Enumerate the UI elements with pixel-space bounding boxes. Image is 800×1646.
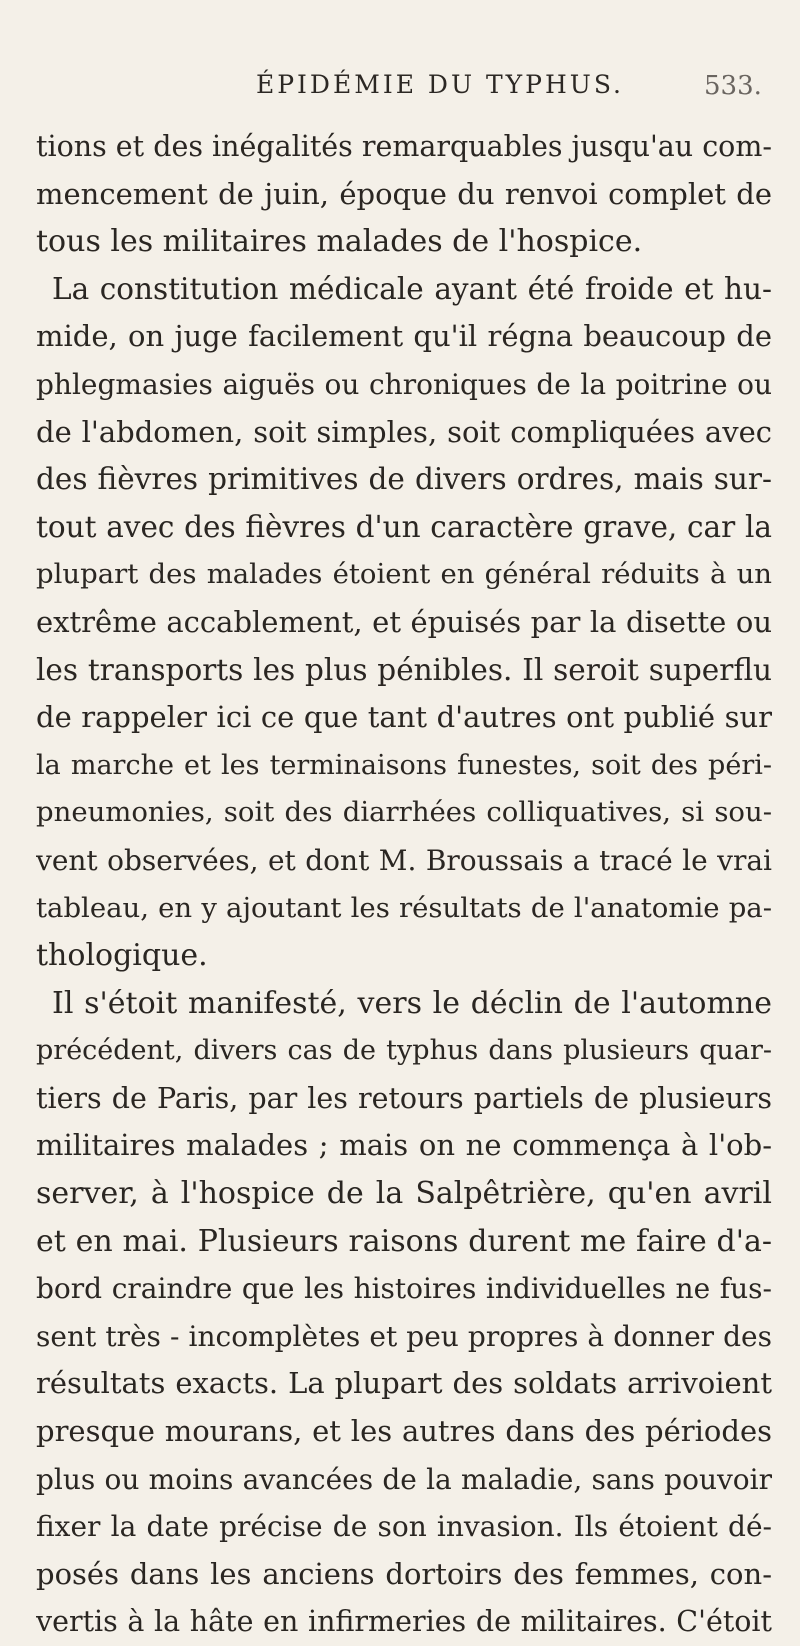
text-line: de l'abdomen, soit simples, soit compliquées avec bbox=[36, 414, 772, 449]
text-line: extrême accablement, et épuisés par la disette ou bbox=[36, 604, 772, 639]
text-line: Il s'étoit manifesté, vers le déclin de l'automne bbox=[52, 985, 772, 1021]
text-line: pneumonies, soit des diarrhées colliquatives, si sou- bbox=[36, 796, 772, 829]
text-line: de rappeler ici ce que tant d'autres ont publié sur bbox=[36, 700, 772, 735]
text-line: militaires malades ; mais on ne commença à l'ob- bbox=[36, 1128, 772, 1163]
text-line: plus ou moins avancées de la maladie, sans pouvoir bbox=[36, 1462, 772, 1496]
text-line: fixer la date précise de son invasion. Ils étoient dé- bbox=[36, 1510, 772, 1544]
running-title: ÉPIDÉMIE DU TYPHUS. bbox=[255, 70, 625, 99]
text-line: vent observées, et dont M. Broussais a tracé le vrai bbox=[36, 843, 772, 877]
text-line: La constitution médicale ayant été froide et hu- bbox=[52, 271, 772, 306]
text-line: tions et des inégalités remarquables jusqu'au com- bbox=[36, 130, 772, 163]
body-text bbox=[36, 123, 772, 1646]
text-line: posés dans les anciens dortoirs des femmes, con- bbox=[36, 1556, 772, 1591]
text-line: plupart des malades étoient en général réduits à un bbox=[36, 558, 772, 591]
text-line: server, à l'hospice de la Salpêtrière, qu'en avril bbox=[36, 1176, 772, 1212]
text-line: sent très - incomplètes et peu propres à donner des bbox=[36, 1319, 772, 1353]
text-line: tableau, en y ajoutant les résultats de l'anatomie pa- bbox=[36, 891, 772, 924]
text-line: et en mai. Plusieurs raisons durent me faire d'a- bbox=[36, 1223, 772, 1259]
text-line: les transports les plus pénibles. Il seroit superflu bbox=[36, 652, 772, 687]
text-line: vertis à la hâte en infirmeries de militaires. C'étoit bbox=[36, 1605, 772, 1639]
running-head bbox=[0, 70, 800, 110]
text-line: résultats exacts. La plupart des soldats arrivoient bbox=[36, 1366, 772, 1401]
text-line: tous les militaires malades de l'hospice. bbox=[36, 224, 643, 260]
text-line: thologique. bbox=[36, 938, 208, 974]
text-line: des fièvres primitives de divers ordres, mais sur- bbox=[36, 462, 772, 497]
text-line: tiers de Paris, par les retours partiels de plusieurs bbox=[36, 1081, 772, 1115]
text-line: bord craindre que les histoires individuelles ne fus- bbox=[36, 1272, 772, 1306]
text-line: presque mourans, et les autres dans des périodes bbox=[36, 1414, 772, 1449]
text-line: la marche et les terminaisons funestes, soit des péri- bbox=[36, 749, 772, 781]
text-line: tout avec des fièvres d'un caractère grave, car la bbox=[36, 509, 772, 544]
page-number: 533. bbox=[704, 71, 762, 101]
text-line: phlegmasies aiguës ou chroniques de la poitrine ou bbox=[36, 367, 772, 401]
text-line: précédent, divers cas de typhus dans plusieurs quar- bbox=[36, 1035, 772, 1067]
text-line: mencement de juin, époque du renvoi complet de bbox=[36, 176, 772, 211]
text-line: mide, on juge facilement qu'il régna beaucoup de bbox=[36, 319, 772, 354]
